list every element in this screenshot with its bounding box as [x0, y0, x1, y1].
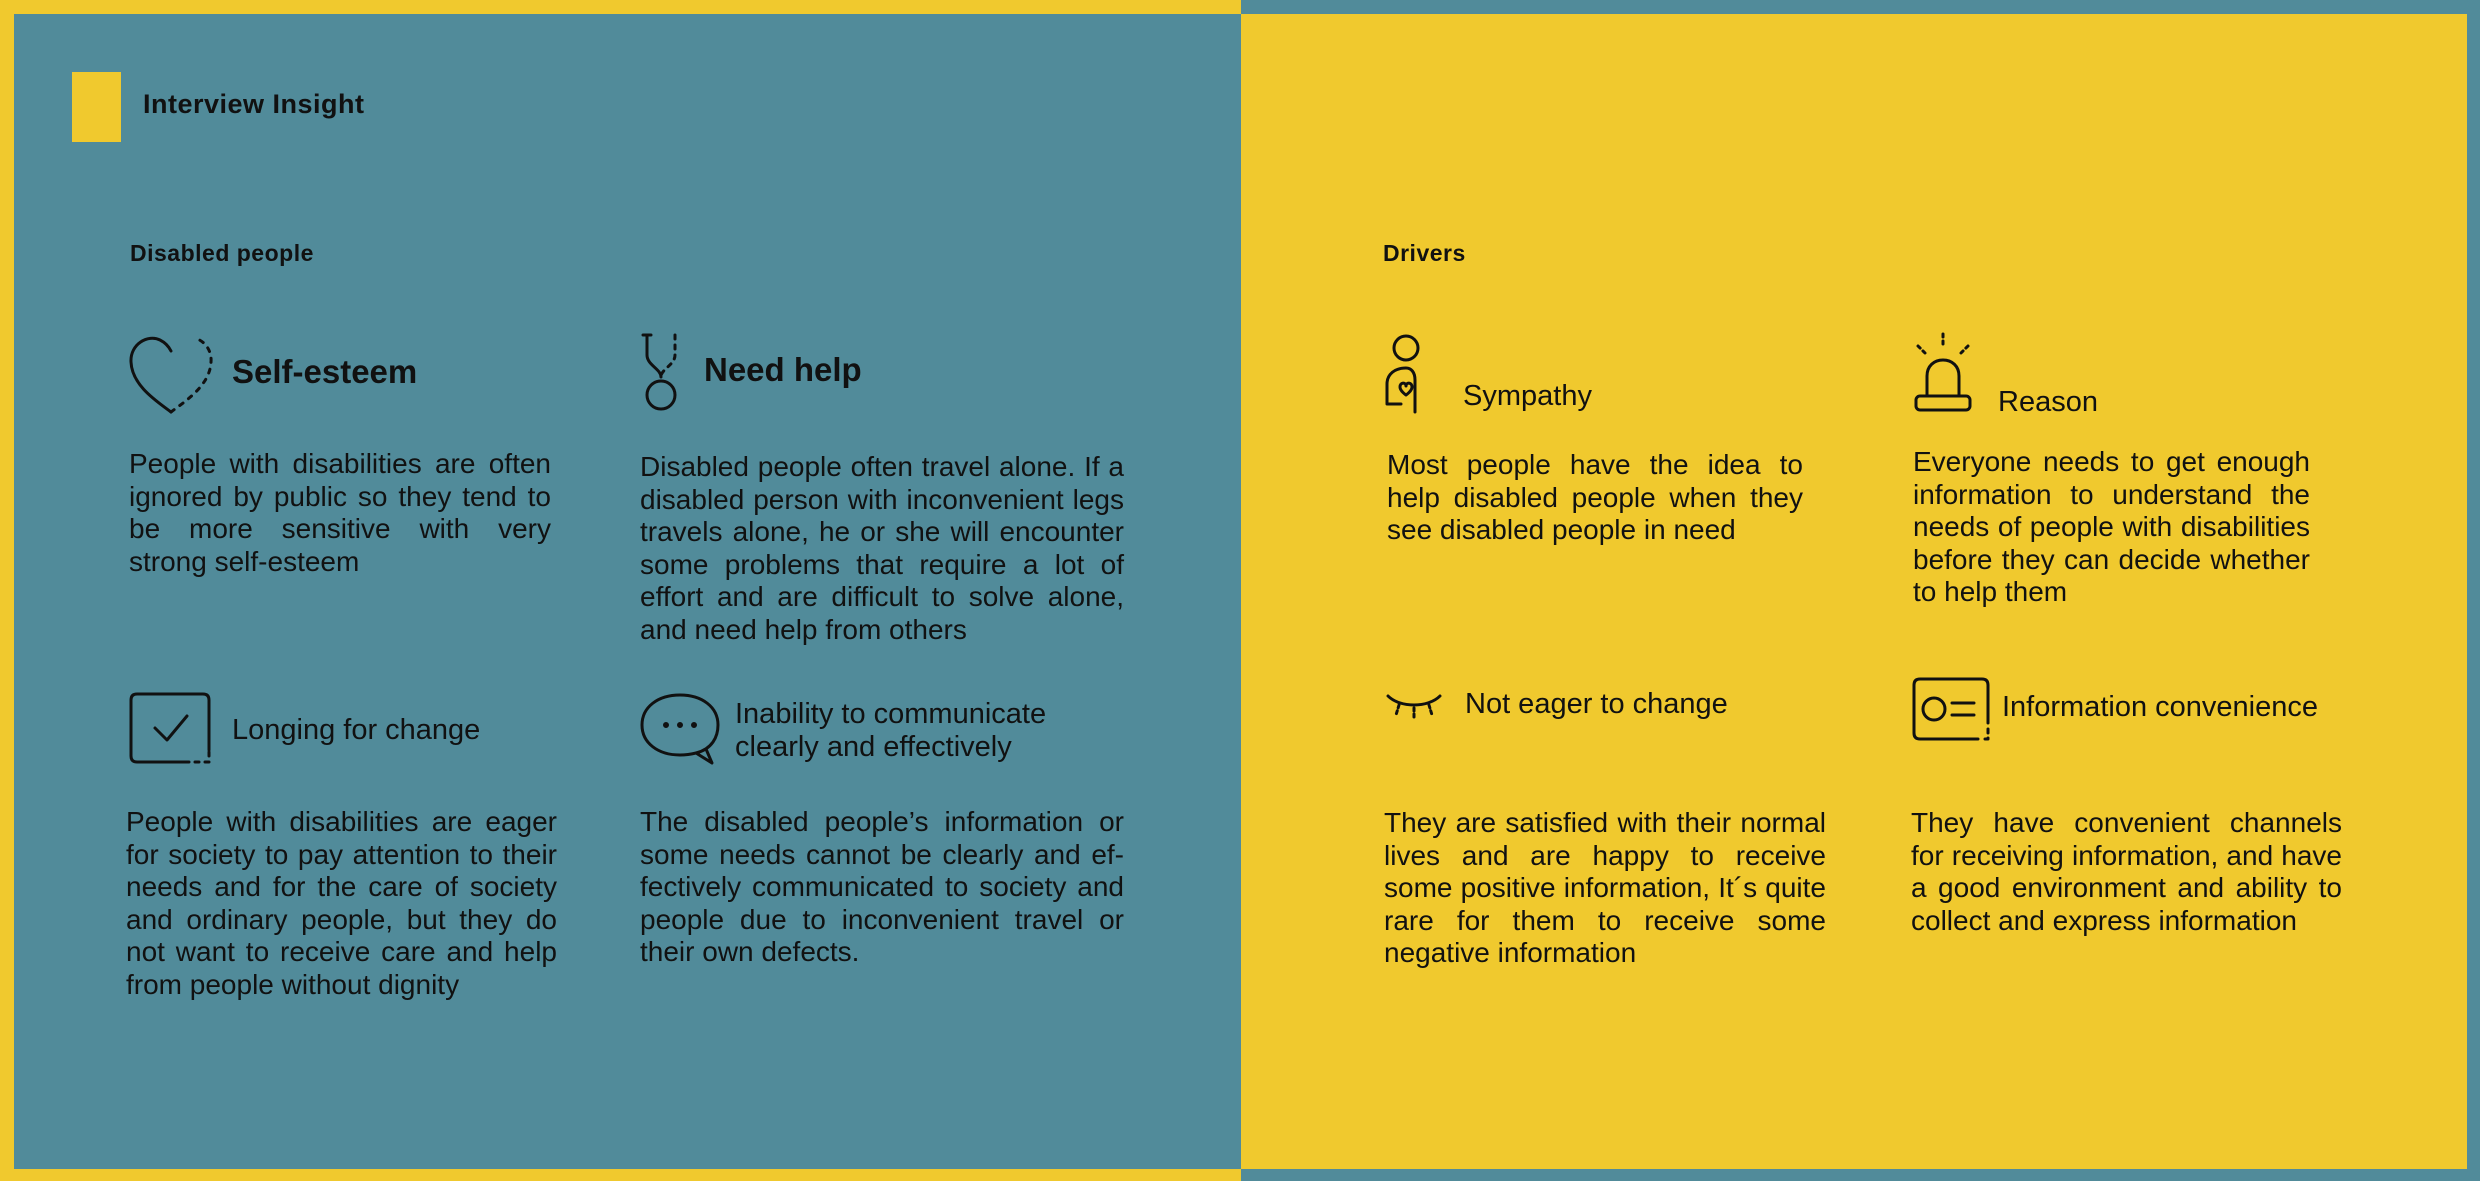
- speech-bubble-icon: [640, 693, 720, 765]
- card-heading-not-eager-to-change: Not eager to change: [1465, 688, 1728, 720]
- id-card-icon: [1912, 677, 1990, 741]
- header-accent-square: [72, 72, 121, 142]
- heart-icon: [128, 332, 214, 414]
- card-text-inability-to-communicate: The disabled people’s information or some needs cannot be clearly and ef-fectively communicated to society and people due to inconvenient travel or their own defects.: [640, 806, 1124, 967]
- card-heading-need-help: Need help: [704, 351, 862, 388]
- card-text-not-eager-to-change: They are satisfied with their normal lives and are happy to receive some positive information, It´s quite rare for them to receive some negative information: [1384, 807, 1826, 968]
- checkbox-icon: [129, 692, 215, 765]
- card-heading-longing-for-change: Longing for change: [232, 714, 481, 746]
- section-title-drivers: Drivers: [1383, 240, 1466, 266]
- card-text-longing-for-change: People with disabilities are eager for society to pay attention to their needs and for the care of society and ordinary people, but they do not want to receive care and help from people without dignity: [126, 806, 557, 1000]
- stethoscope-icon: [641, 331, 681, 411]
- page-title: Interview Insight: [143, 89, 365, 119]
- person-heart-icon: [1385, 334, 1427, 414]
- alarm-light-icon: [1912, 332, 1974, 414]
- closed-eye-icon: [1384, 690, 1444, 722]
- card-text-information-convenience: They have convenient channels for receiving information, and have a good environment and ability to collect and express information: [1911, 807, 2342, 936]
- card-heading-inability-to-communicate: Inability to communicate clearly and effectively: [735, 698, 1047, 763]
- card-text-reason: Everyone needs to get enough information to understand the needs of people with disabilities before they can decide whether to help them: [1913, 446, 2310, 607]
- card-text-need-help: Disabled people often travel alone. If a disabled person with inconvenient legs travels alone, he or she will encounter some problems that require a lot of effort and are difficult to solve alone, and need help from others: [640, 451, 1124, 645]
- card-heading-self-esteem: Self-esteem: [232, 353, 418, 390]
- card-heading-sympathy: Sympathy: [1463, 380, 1592, 412]
- card-heading-information-convenience: Information convenience: [2002, 691, 2318, 723]
- card-heading-reason: Reason: [1998, 386, 2098, 418]
- card-text-self-esteem: People with disabilities are often ignored by public so they tend to be more sensitive with very strong self-esteem: [129, 448, 551, 577]
- card-text-sympathy: Most people have the idea to help disabled people when they see disabled people in need: [1387, 449, 1803, 545]
- section-title-disabled-people: Disabled people: [130, 240, 314, 266]
